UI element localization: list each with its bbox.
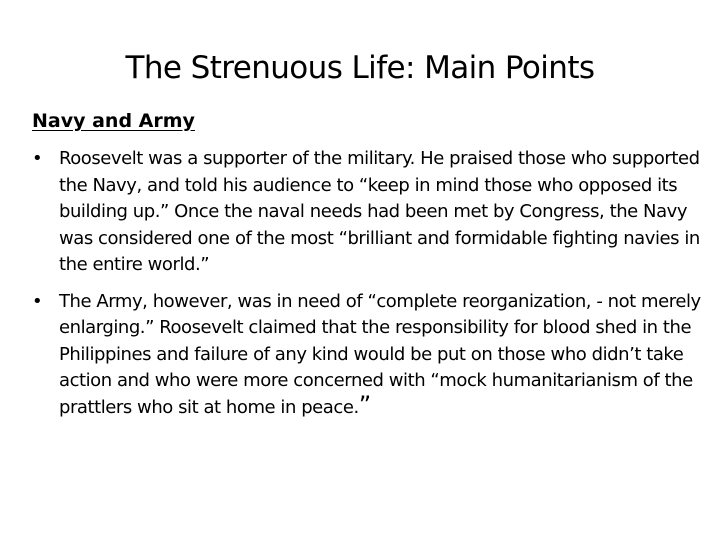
bullet-item-army <box>32 289 704 422</box>
slide-title: The Strenuous Life: Main Points <box>125 50 595 86</box>
closing-quote: ” <box>358 390 371 419</box>
bullet-text-navy: Roosevelt was a supporter of the military. He praised those who supported the Navy, and told his audience to “keep in mind those who opposed its building up.” Once the naval needs had been met by Congress, the Navy was considered one of the most “brilliant and formidable fighting navies in the entire world.” <box>59 148 700 275</box>
section-heading: Navy and Army <box>32 110 195 132</box>
bullet-text-army: The Army, however, was in need of “complete reorganization, - not merely enlarging.” Roosevelt claimed that the responsibility for blood shed in the Philippines and failure of any kind would be put on those who didn’t take action and who were more concerned with “mock humanitarianism of the prattlers who sit at home in peace. <box>59 290 701 418</box>
bullet-list <box>32 146 704 431</box>
bullet-item-navy <box>32 146 704 279</box>
bullet-marker: • <box>32 290 43 312</box>
bullet-marker: • <box>32 148 43 169</box>
